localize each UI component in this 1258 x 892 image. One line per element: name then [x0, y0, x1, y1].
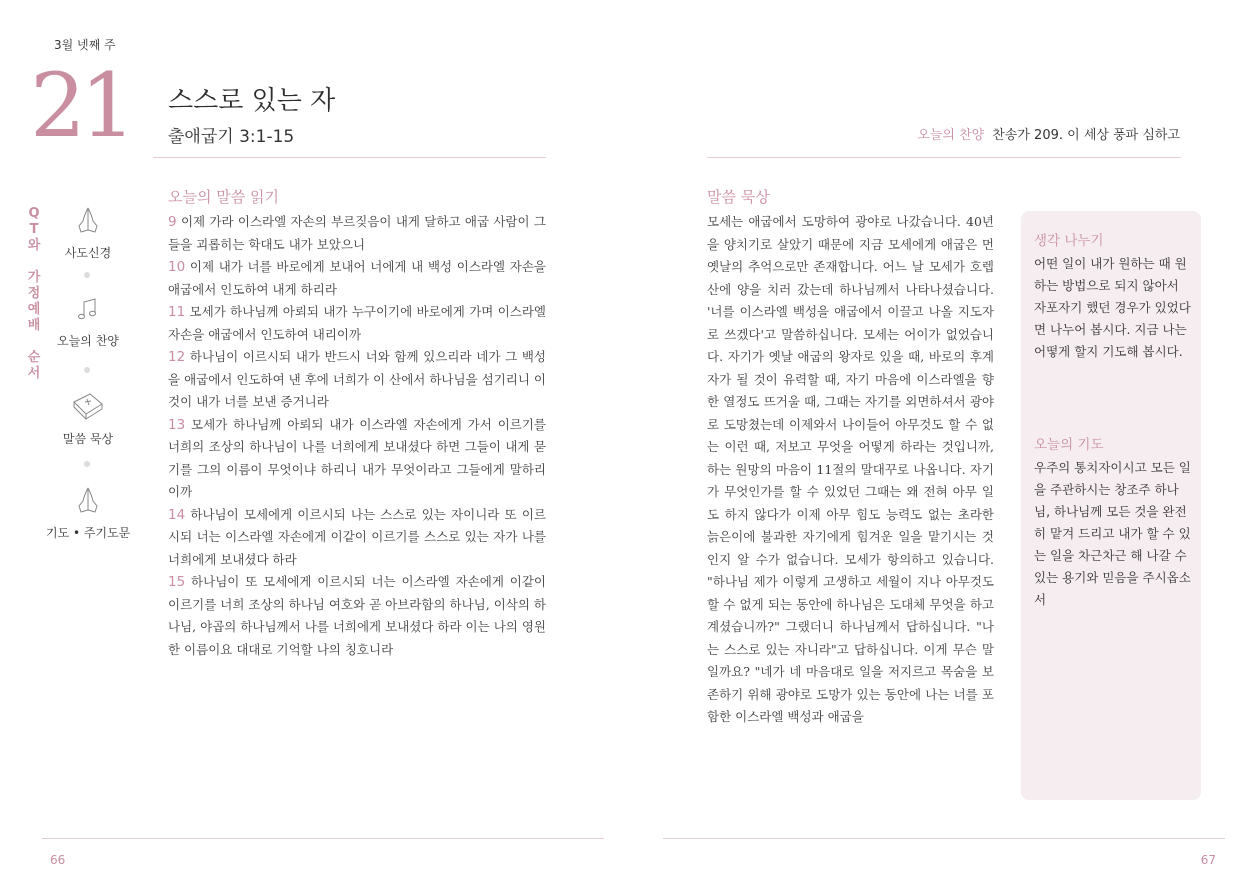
side-label-char: T: [29, 222, 39, 237]
verse-text: 하나님이 모세에게 이르시되 나는 스스로 있는 자이니라 또 이르시되 너는 이스라엘 자손에게 이같이 이르기를 스스로 있는 자가 나를 너희에게 보내셨다 하라: [168, 506, 546, 567]
side-item-creed: [46, 204, 130, 261]
side-label-char: 순: [27, 350, 41, 365]
scripture-heading: 오늘의 말씀 읽기: [168, 188, 279, 206]
week-label: 3월 넷째 주: [54, 38, 116, 52]
verse-number: 14: [168, 506, 186, 523]
verse-number: 13: [168, 416, 186, 433]
side-label-char: [27, 254, 41, 270]
prayer-heading: 오늘의 기도: [1034, 437, 1104, 453]
side-label-char: [27, 334, 41, 350]
meditation-text: 모세는 애굽에서 도망하여 광야로 나갔습니다. 40년을 양치기로 살았기 때문에 지금 모세에게 애굽은 먼 옛날의 추억으로만 존재합니다. 어느 날 모세가 호렙산에 양을 치러 갔는데 하나님께서 나타나셨습니다. '너를 이스라엘 백성을 애굽에서 이끌고 나올 지도자로 쓰겠다'고 말씀하십니다. 모세는 어이가 없었습니다. 자기가 옛날 애굽의 왕자로 있을 때, 바로의 후계자가 될 것이 유력할 때, 자기 마음에 이스라엘을 향한 열정도 뜨거울 때, 그때는 자기를 외면하셔서 광야로 도망쳤는데 이제와서 나이들어 아무것도 할 수 없는 이런 때, 저보고 무엇을 어떻게 하라는 것입니까, 하는 원망의 마음이 11절의 말대꾸로 나옵니다. 자기가 무엇인가를 할 수 있었던 그때는 왜 전혀 아무 일도 하지 않다가 이제 아무 힘도 능력도 없는 초라한 늙은이에 불과한 자기에게 힘겨운 일을 맡기시는 것인지 알 수가 없습니다. 모세가 항의하고 있습니다. "하나님 제가 이렇게 고생하고 세월이 지나 아무것도 할 수 없게 되는 동안에 하나님은 도대체 무엇을 하고 계셨습니까?" 그랬더니 하나님께서 답하십니다. "나는 스스로 있는 자니라"고 답하십니다. 이게 무슨 말일까요? "네가 네 마음대로 일을 저지르고 목숨을 보존하기 위해 광야로 도망가 있는 동안에 나는 너를 포함한 이스라엘 백성과 애굽을: [707, 214, 994, 724]
divider-dot: [84, 272, 90, 278]
share-text: 어떤 일이 내가 원하는 때 원하는 방법으로 되지 않아서 자포자기 했던 경우가 있었다면 나누어 봅시다. 지금 나는 어떻게 할지 기도해 봅시다.: [1034, 256, 1191, 359]
verse: [168, 571, 546, 661]
praying-hands-icon: [71, 484, 105, 516]
side-label-char: 서: [27, 366, 41, 381]
header-divider-right: [707, 157, 1181, 158]
verse: [168, 346, 546, 414]
side-label-char: 예: [27, 302, 41, 317]
day-number: 21: [30, 54, 130, 157]
verse: [168, 211, 546, 256]
side-item-prayer: [46, 484, 130, 541]
verse: [168, 504, 546, 572]
verse-number: 9: [168, 214, 177, 230]
todays-praise: [917, 124, 1180, 143]
qt-order-label: [27, 206, 41, 382]
verse-text: 이제 가라 이스라엘 자손의 부르짖음이 내게 달하고 애굽 사람이 그들을 괴롭히는 학대도 내가 보았으니: [168, 214, 546, 252]
verse-text: 모세가 하나님께 아뢰되 내가 이스라엘 자손에게 가서 이르기를 너희의 조상의 하나님이 나를 너희에게 보내셨다 하면 그들이 내게 묻기를 그의 이름이 무엇이냐 하리니 내가 무엇이라고 그들에게 말하리이까: [168, 416, 546, 499]
verse: [168, 256, 546, 301]
verse-text: 이제 내가 너를 바로에게 보내어 너에게 내 백성 이스라엘 자손을 애굽에서 인도하여 내게 하리라: [168, 259, 546, 297]
header-divider-left: [153, 157, 546, 158]
side-label-char: 정: [27, 286, 41, 301]
music-note-icon: [71, 296, 105, 324]
side-item-label: 말씀 묵상: [62, 432, 114, 446]
scripture-passage: 출애굽기 3:1-15: [168, 127, 295, 147]
side-label-char: 와: [27, 238, 41, 253]
verse-text: 하나님이 이르시되 내가 반드시 너와 함께 있으리라 네가 그 백성을 애굽에서 인도하여 낸 후에 너희가 이 산에서 하나님을 섬기리니 이것이 내가 너를 보낸 증거니라: [168, 349, 546, 409]
footer-divider-left: [42, 838, 604, 839]
verse-text: 모세가 하나님께 아뢰되 내가 누구이기에 바로에게 가며 이스라엘 자손을 애굽에서 인도하여 내리이까: [168, 304, 546, 342]
side-item-label: 기도 • 주기도문: [46, 526, 131, 540]
page-number-left: 66: [50, 853, 66, 867]
verse-number: 10: [168, 259, 186, 275]
meditation-heading: 말씀 묵상: [707, 188, 770, 206]
prayer-text: 우주의 통치자이시고 모든 일을 주관하시는 창조주 하나님, 하나님께 모든 것을 완전히 맡겨 드리고 내가 할 수 있는 일을 차근차근 해 나갈 수 있는 용기와 믿음을 주시옵소서: [1034, 460, 1191, 607]
verse-number: 11: [168, 304, 186, 320]
discussion-box: [1021, 211, 1201, 800]
praise-label: 오늘의 찬양: [917, 128, 985, 143]
side-item-praise: [46, 296, 130, 349]
page-title: 스스로 있는 자: [168, 86, 336, 116]
scripture-text: [168, 211, 546, 661]
share-heading: 생각 나누기: [1034, 233, 1104, 249]
verse-text: 하나님이 또 모세에게 이르시되 너는 이스라엘 자손에게 이같이 이르기를 너희 조상의 하나님 여호와 곧 아브라함의 하나님, 이삭의 하나님, 야곱의 하나님께서 나를 너희에게 보내셨다 하라 이는 나의 영원한 이름이요 대대로 기억할 나의 칭호니라: [168, 574, 546, 657]
divider-dot: [84, 461, 90, 467]
praying-hands-icon: [71, 204, 105, 236]
verse-number: 12: [168, 349, 186, 365]
side-label-char: 배: [27, 318, 41, 333]
verse-number: 15: [168, 574, 186, 590]
praise-song: 찬송가 209. 이 세상 풍파 심하고: [992, 128, 1180, 143]
side-label-char: 가: [27, 270, 41, 285]
footer-divider-right: [663, 838, 1225, 839]
verse: [168, 414, 546, 504]
side-item-label: 오늘의 찬양: [57, 334, 119, 348]
side-item-meditation: [46, 390, 130, 447]
bible-book-icon: [70, 390, 106, 422]
page-number-right: 67: [1200, 853, 1216, 867]
side-item-label: 사도신경: [64, 246, 112, 260]
divider-dot: [84, 367, 90, 373]
verse: [168, 301, 546, 346]
side-label-char: Q: [28, 206, 40, 221]
